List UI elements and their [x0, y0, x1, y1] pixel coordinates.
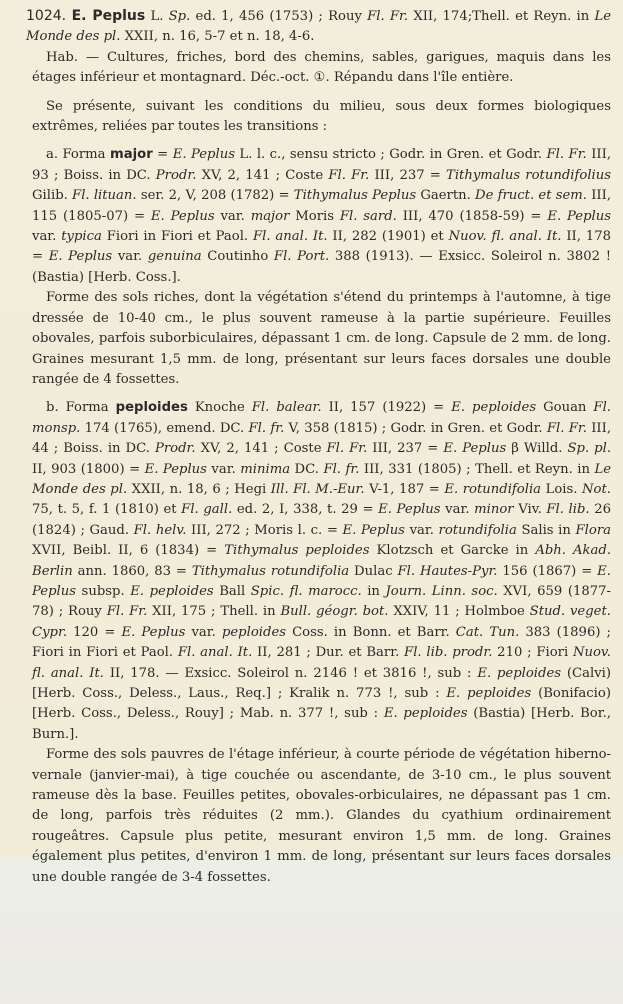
italic-text-segment: minima: [240, 461, 291, 477]
forma-peploides-synonymy: [32, 398, 611, 745]
italic-text-segment: Fl. Fr.: [367, 9, 409, 24]
text-segment: Klotzsch et Garcke in: [369, 543, 536, 559]
intro-paragraph: [32, 97, 611, 138]
italic-text-segment: E. peploides: [383, 706, 468, 722]
italic-text-segment: Fl. gall.: [181, 502, 233, 518]
italic-text-segment: Stud. veget. Cypr.: [32, 604, 611, 640]
italic-text-segment: Fl. anal. It.: [252, 229, 328, 245]
text-segment: 120 =: [67, 624, 122, 640]
text-segment: b. Forma: [46, 400, 116, 416]
italic-text-segment: Fl. Fr.: [326, 441, 368, 457]
italic-text-segment: rotundifolia: [438, 522, 517, 538]
italic-text-segment: Fl. Fr.: [546, 147, 587, 163]
italic-text-segment: Bull. géogr. bot.: [280, 604, 389, 620]
italic-text-segment: peploides: [221, 624, 287, 640]
text-segment: III, 237 =: [367, 441, 444, 457]
italic-text-segment: Tithymalus rotundifolia: [191, 563, 350, 579]
text-segment: Lois.: [541, 481, 582, 497]
italic-text-segment: Journ. Linn. soc.: [385, 583, 498, 599]
text-segment: 156 (1867) =: [497, 563, 598, 579]
italic-text-segment: major: [250, 208, 290, 224]
text-segment: 383 (1896) ; Fiori in Fiori et Paol.: [32, 624, 612, 661]
text-segment: XXII, n. 16, 5-7 et n. 18, 4-6.: [120, 29, 315, 45]
italic-text-segment: E. Peplus: [32, 563, 611, 599]
italic-text-segment: E. Peplus: [378, 502, 441, 518]
text-segment: Knoche: [187, 400, 252, 416]
italic-text-segment: Tithymalus Peplus: [293, 188, 417, 204]
italic-text-segment: Tithymalus peploides: [224, 543, 370, 559]
forma-peploides-description: [32, 745, 611, 888]
italic-text-segment: Fl. balear.: [251, 400, 322, 416]
italic-text-segment: Fl. monsp.: [32, 400, 611, 436]
text-segment: III, 115 (1805-07) =: [32, 188, 612, 224]
text-segment: Gaertn.: [416, 188, 476, 204]
text-segment: II, 178 =: [32, 229, 611, 265]
text-segment: Salis in: [516, 522, 576, 538]
text-segment: III, 470 (1858-59) =: [396, 208, 548, 224]
text-segment: II, 281 ; Dur. et Barr.: [252, 645, 405, 661]
text-segment: (Bonifacio) [Herb. Coss., Deless., Rouy] ; Mab. n. 377 !, sub :: [32, 686, 611, 722]
text-segment: Se présente, suivant les conditions du milieu, sous deux formes biologiques extrêmes, reliées par toutes les transitions :: [32, 98, 611, 135]
emphasis-text-segment: 1024.: [26, 8, 72, 24]
italic-text-segment: Sp.: [168, 9, 191, 24]
italic-text-segment: typica: [61, 229, 102, 245]
emphasis-text-segment: E. Peplus: [71, 8, 146, 24]
italic-text-segment: E. Peplus: [342, 522, 405, 538]
italic-text-segment: E. peploides: [477, 665, 562, 681]
text-segment: III, 44 ; Boiss. in DC.: [32, 420, 612, 457]
italic-text-segment: Prodr.: [154, 441, 196, 457]
text-segment: 26 (1824) ; Gaud.: [32, 502, 611, 538]
text-segment: III, 237 =: [369, 167, 447, 183]
italic-text-segment: Fl. lib. prodr.: [404, 645, 493, 661]
italic-text-segment: De fruct. et sem.: [475, 188, 587, 204]
italic-text-segment: E. Peplus: [172, 147, 235, 163]
text-segment: (Calvi) [Herb. Coss., Deless., Laus., Req.] ; Kralik n. 773 !, sub :: [32, 665, 612, 701]
forma-major-description: [32, 288, 611, 390]
text-segment: Forme des sols riches, dont la végétation s'étend du printemps à l'automne, à tige dressée de 10-40 cm., le plus souvent rameuse à la partie supérieure. Feuilles obovales, parfois suborbiculaires, dépassant 1 cm. de long. Capsule de 2 mm. de long. Graines mesurant 1,5 mm. de long, présentant sur leurs faces dorsales une double rangée de 4 fossettes.: [32, 290, 611, 387]
italic-text-segment: Prodr.: [155, 167, 197, 183]
text-segment: in: [361, 583, 386, 599]
italic-text-segment: E. peploides: [130, 583, 214, 599]
text-segment: III, 93 ; Boiss. in DC.: [32, 147, 612, 183]
text-segment: II, 903 (1800) =: [32, 461, 145, 477]
text-segment: L. l. c., sensu stricto ; Godr. in Gren. et Godr.: [234, 147, 547, 163]
text-segment: 210 ; Fiori: [492, 645, 573, 661]
text-segment: DC.: [290, 461, 324, 477]
text-segment: =: [152, 147, 173, 163]
emphasis-text-segment: major: [110, 147, 153, 163]
italic-text-segment: Le Monde des pl.: [32, 461, 611, 497]
italic-text-segment: Tithymalus rotundifolius: [446, 167, 612, 183]
italic-text-segment: E. Peplus: [150, 208, 215, 224]
text-segment: L.: [145, 9, 169, 24]
text-segment: II, 282 (1901) et: [327, 229, 449, 245]
italic-text-segment: Cat. Tun.: [455, 624, 520, 640]
text-segment: XVII, Beibl. II, 6 (1834) =: [32, 543, 225, 559]
text-segment: XV, 2, 141 ; Coste: [196, 167, 329, 183]
italic-text-segment: Sp. pl.: [567, 441, 612, 457]
italic-text-segment: genuina: [147, 249, 202, 265]
text-segment: Forme des sols pauvres de l'étage inférieur, à courte période de végétation hiberno-vernale (janvier-mai), à tige couchée ou ascendante, de 3-10 cm., le plus souvent rameuse dès la base. Feuilles petites, obovales-orbiculaires, ne dépassant pas 1 cm. de long, parfois très réduites (2 mm.). Glandes du cyathium ordinairement rougeâtres. Capsule plus petite, mesurant environ 1,5 mm. de long. Graines également plus petites, d'environ 1 mm. de long, présentant sur leurs faces dorsales une double rangée de 3-4 fossettes.: [32, 747, 611, 885]
text-segment: Hab. — Cultures, friches, bord des chemins, sables, garigues, maquis dans les étages inférieur et montagnard. Déc.-oct. ①. Répandu dans l'île entière.: [32, 49, 611, 86]
text-segment: Dulac: [349, 563, 398, 579]
italic-text-segment: Fl. Hautes-Pyr.: [397, 563, 498, 579]
text-segment: 174 (1765), emend. DC.: [80, 420, 249, 436]
text-segment: var.: [404, 522, 439, 538]
text-segment: Fiori in Fiori et Paol.: [101, 229, 253, 245]
species-header: [26, 6, 611, 48]
italic-text-segment: Fl. helv.: [133, 522, 187, 538]
text-segment: Moris: [289, 208, 340, 224]
italic-text-segment: Nuov. fl. anal. It.: [32, 645, 612, 681]
text-segment: XXIV, 11 ; Holmboe: [388, 604, 530, 620]
text-segment: 75, t. 5, f. 1 (1810) et: [32, 502, 182, 518]
italic-text-segment: Le Monde des pl.: [26, 9, 611, 45]
text-segment: subsp.: [76, 583, 131, 599]
italic-text-segment: E. Peplus: [547, 208, 611, 224]
text-segment: II, 178. — Exsicc. Soleirol n. 2146 ! et 3816 !, sub :: [103, 665, 478, 681]
italic-text-segment: E. rotundifolia: [444, 481, 542, 497]
text-segment: III, 272 ; Moris l. c. =: [186, 522, 343, 538]
text-segment: a. Forma: [46, 147, 110, 163]
text-segment: var.: [214, 208, 251, 224]
text-segment: β Willd.: [506, 441, 568, 457]
text-segment: Gilib.: [32, 188, 73, 204]
text-segment: XV, 2, 141 ; Coste: [195, 441, 327, 457]
text-segment: XVI, 659 (1877-78) ; Rouy: [32, 583, 611, 620]
text-segment: (Bastia) [Herb. Bor., Burn.].: [32, 706, 611, 742]
text-segment: XII, 174;Thell. et Reyn. in: [408, 9, 595, 24]
text-segment: III, 331 (1805) ; Thell. et Reyn. in: [359, 461, 595, 477]
text-segment: Coutinho: [201, 249, 274, 265]
italic-text-segment: E. Peplus: [443, 441, 507, 457]
text-segment: var.: [185, 624, 222, 640]
italic-text-segment: Spic. fl. marocc.: [250, 583, 362, 599]
text-segment: Ball: [213, 583, 251, 599]
text-segment: var.: [206, 461, 241, 477]
text-segment: var.: [32, 229, 62, 245]
text-segment: V-1, 187 =: [364, 481, 445, 497]
italic-text-segment: minor: [474, 502, 514, 518]
italic-text-segment: Nuov. fl. anal. It.: [448, 229, 562, 245]
text-segment: XXII, n. 18, 6 ; Hegi: [127, 481, 271, 497]
italic-text-segment: Abh. Akad. Berlin: [32, 543, 612, 579]
italic-text-segment: Fl. sard.: [339, 208, 397, 224]
text-segment: ann. 1860, 83 =: [72, 563, 192, 579]
habitat-paragraph: [32, 48, 611, 89]
italic-text-segment: Not.: [582, 481, 611, 497]
italic-text-segment: Ill. Fl. M.-Eur.: [270, 481, 365, 497]
text-segment: 388 (1913). — Exsicc. Soleirol n. 3802 ! (Bastia) [Herb. Coss.].: [32, 249, 612, 285]
text-segment: ser. 2, V, 208 (1782) =: [136, 188, 294, 204]
italic-text-segment: Fl. lituan.: [72, 188, 137, 204]
italic-text-segment: Fl. anal. It.: [177, 645, 253, 661]
italic-text-segment: Fl. fr.: [323, 461, 360, 477]
italic-text-segment: E. peploides: [446, 686, 532, 701]
text-segment: Coss. in Bonn. et Barr.: [286, 624, 456, 640]
text-segment: var.: [440, 502, 475, 518]
forma-major-synonymy: [32, 145, 611, 288]
text-segment: II, 157 (1922) =: [321, 400, 452, 416]
text-segment: ed. 2, I, 338, t. 29 =: [232, 502, 379, 518]
text-segment: Gouan: [536, 400, 594, 416]
emphasis-text-segment: peploides: [115, 400, 188, 416]
italic-text-segment: Fl. Fr.: [106, 604, 148, 620]
italic-text-segment: Flora: [575, 522, 611, 538]
italic-text-segment: E. peploides: [451, 400, 537, 416]
italic-text-segment: Fl. lib.: [546, 502, 590, 518]
italic-text-segment: E. Peplus: [121, 624, 186, 640]
italic-text-segment: Fl. Fr.: [546, 420, 587, 436]
text-segment: var.: [112, 249, 148, 265]
italic-text-segment: Fl. Port.: [273, 249, 330, 265]
italic-text-segment: E. Peplus: [48, 249, 113, 265]
text-segment: Viv.: [513, 502, 547, 518]
italic-text-segment: E. Peplus: [144, 461, 207, 477]
italic-text-segment: Fl. fr.: [248, 420, 285, 436]
text-segment: XII, 175 ; Thell. in: [147, 604, 281, 620]
italic-text-segment: Fl. Fr.: [328, 167, 370, 183]
text-segment: ed. 1, 456 (1753) ; Rouy: [190, 9, 368, 24]
text-segment: V, 358 (1815) ; Godr. in Gren. et Godr.: [284, 420, 547, 436]
